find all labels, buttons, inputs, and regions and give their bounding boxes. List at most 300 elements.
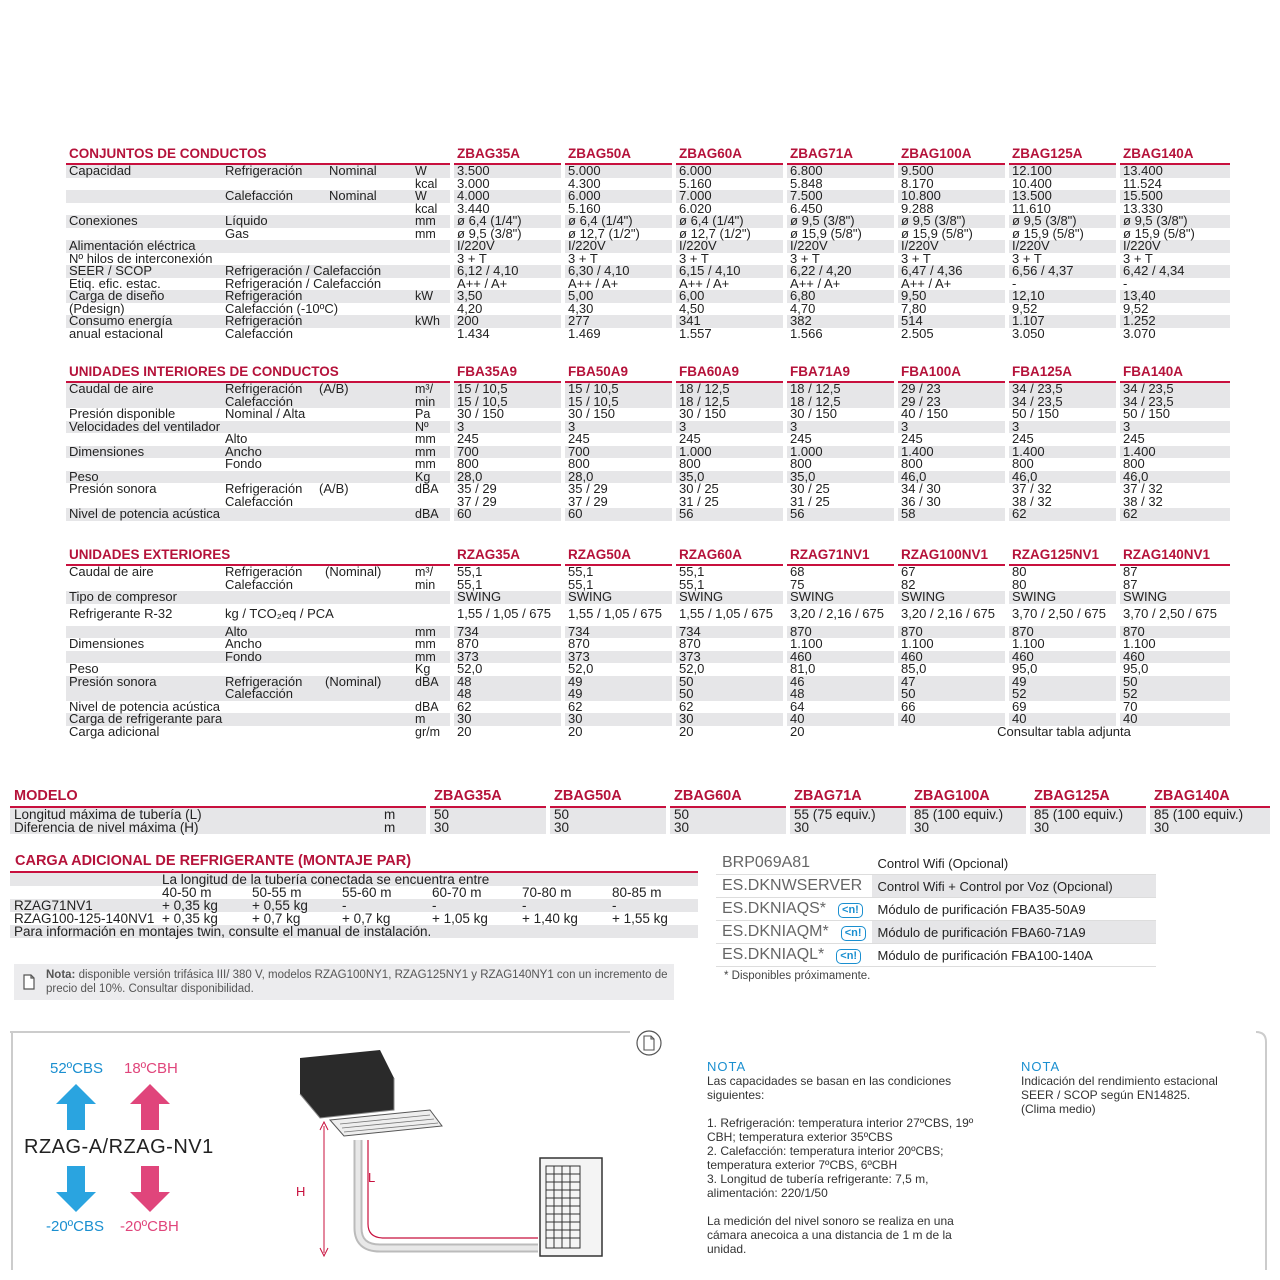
value-cell: 245 bbox=[785, 433, 896, 446]
row-unit: min bbox=[415, 394, 436, 409]
value-cell: 80 bbox=[1007, 565, 1118, 579]
value-cell: 30 bbox=[908, 821, 1028, 834]
value-cell: 870 bbox=[563, 638, 674, 651]
nota-b-text3: (Clima medio) bbox=[1021, 1102, 1096, 1116]
value-cell: 55,1 bbox=[452, 579, 563, 592]
value-cell: 55,1 bbox=[674, 565, 785, 579]
value-cell: 52,0 bbox=[563, 663, 674, 676]
value-cell: 5.160 bbox=[563, 203, 674, 216]
value-cell: 245 bbox=[1118, 433, 1230, 446]
value-cell: 40 bbox=[1118, 713, 1230, 726]
accessory-code bbox=[716, 921, 872, 944]
value-cell: 3,20 / 2,16 / 675 bbox=[785, 604, 896, 626]
value-cell: 48 bbox=[785, 688, 896, 701]
value-cell: 1.566 bbox=[785, 328, 896, 341]
value-cell: 6,12 / 4,10 bbox=[452, 265, 563, 278]
row-label: Nivel de potencia acústica bbox=[69, 698, 221, 714]
nota-a-intro: Las capacidades se basan en las condiciones siguientes: bbox=[707, 1074, 952, 1102]
row-label: Dimensiones bbox=[69, 443, 145, 459]
value-cell: 1.100 bbox=[785, 638, 896, 651]
value-cell: 800 bbox=[896, 458, 1007, 471]
value-cell: 50 bbox=[674, 688, 785, 701]
row-label: Dimensiones bbox=[69, 636, 145, 651]
value-cell: 9.500 bbox=[896, 164, 1007, 178]
value-cell: 35 / 29 bbox=[452, 483, 563, 496]
model-header: ZBAG71A bbox=[785, 146, 896, 164]
accessory-code bbox=[716, 898, 872, 921]
row-sublabel bbox=[222, 508, 316, 521]
accessory-row bbox=[716, 921, 1156, 944]
value-cell: 30 / 150 bbox=[452, 408, 563, 421]
value-cell: 15 / 10,5 bbox=[563, 382, 674, 396]
accessory-row bbox=[716, 852, 1156, 875]
value-cell: 49 bbox=[1007, 676, 1118, 689]
value-cell: 28,0 bbox=[563, 471, 674, 484]
value-cell: 46,0 bbox=[896, 471, 1007, 484]
accessory-description: Módulo de purificación FBA60-71A9 bbox=[872, 921, 1157, 944]
value-cell: 34 / 23,5 bbox=[1118, 382, 1230, 396]
new-badge: <n! bbox=[841, 926, 866, 941]
rango-model: RZAG-A/RZAG-NV1 bbox=[24, 1136, 214, 1158]
value-cell: 6.000 bbox=[563, 190, 674, 203]
value-cell: 382 bbox=[785, 315, 896, 328]
model-header: FBA140A bbox=[1118, 364, 1230, 382]
value-cell: 50 / 150 bbox=[1007, 408, 1118, 421]
value-cell: 52,0 bbox=[452, 663, 563, 676]
value-cell: 7.000 bbox=[674, 190, 785, 203]
row-condition bbox=[322, 579, 412, 592]
value-cell: 13.330 bbox=[1118, 203, 1230, 216]
row-unit: mm bbox=[415, 637, 436, 651]
value-cell: 30 bbox=[563, 713, 674, 726]
value-cell: 48 bbox=[452, 676, 563, 689]
row-label: Nº hilos de interconexión bbox=[69, 250, 213, 266]
value-cell: 87 bbox=[1118, 579, 1230, 592]
table-row bbox=[66, 228, 1230, 241]
rango-top-right: 18ºCBH bbox=[124, 1060, 178, 1077]
value-cell: ø 9,5 (3/8") bbox=[1007, 215, 1118, 228]
model-header: ZBAG35A bbox=[452, 146, 563, 164]
value-cell: - bbox=[342, 898, 347, 913]
nota-label: Nota: bbox=[46, 969, 76, 981]
row-unit: kWh bbox=[415, 314, 440, 328]
blank-cell bbox=[10, 873, 158, 886]
value-cell: 36 / 30 bbox=[896, 496, 1007, 509]
row-condition bbox=[326, 303, 412, 316]
row-sublabel: Calefacción (-10ºC) bbox=[225, 300, 339, 316]
model-header: ZBAG125A bbox=[1028, 786, 1148, 807]
value-cell: 2.505 bbox=[896, 328, 1007, 341]
row-label: Diferencia de nivel máxima (H) bbox=[14, 820, 199, 835]
value-cell: 50 bbox=[548, 807, 668, 821]
value-cell: 31 / 25 bbox=[785, 496, 896, 509]
table-row bbox=[66, 164, 1230, 178]
nota-trifasica bbox=[14, 964, 674, 1000]
value-cell: 11.610 bbox=[1007, 203, 1118, 216]
carga-adicional-section bbox=[10, 852, 698, 938]
row-condition bbox=[316, 433, 412, 446]
table-row bbox=[66, 408, 1230, 421]
value-cell: SWING bbox=[452, 591, 563, 604]
value-cell: 30 / 25 bbox=[785, 483, 896, 496]
model-header: ZBAG35A bbox=[428, 786, 548, 807]
value-cell: 30 / 150 bbox=[674, 408, 785, 421]
carga-subtitle: La longitud de la tubería conectada se encuentra entre bbox=[162, 872, 490, 887]
value-cell: A++ / A+ bbox=[785, 278, 896, 291]
value-cell: 3.500 bbox=[452, 164, 563, 178]
accessory-code bbox=[716, 852, 872, 875]
table-row bbox=[66, 651, 1230, 664]
accessory-code-text: BRP069A81 bbox=[722, 854, 811, 871]
value-cell: 9.288 bbox=[896, 203, 1007, 216]
value-cell: 1.100 bbox=[1118, 638, 1230, 651]
row-condition bbox=[326, 203, 412, 216]
value-cell: 15 / 10,5 bbox=[563, 396, 674, 409]
row-unit: m bbox=[384, 820, 396, 835]
value-cell: 38 / 32 bbox=[1007, 496, 1118, 509]
value-cell: 460 bbox=[785, 651, 896, 664]
row-label: Longitud máxima de tubería (L) bbox=[14, 807, 202, 822]
conjuntos-section bbox=[66, 146, 1230, 340]
nota-text: disponible versión trifásica III/ 380 V, modelos RZAG100NY1, RZAG125NY1 y RZAG140NY1 con un incremento de precio del 10%. Consultar disponibilidad. bbox=[46, 969, 668, 995]
value-cell: 3 bbox=[563, 421, 674, 434]
value-cell: 245 bbox=[452, 433, 563, 446]
value-cell: 3 + T bbox=[452, 253, 563, 266]
value-cell: 6,15 / 4,10 bbox=[674, 265, 785, 278]
row-sublabel: Refrigeración bbox=[225, 288, 303, 303]
value-cell: 55,1 bbox=[452, 565, 563, 579]
accessory-code bbox=[716, 944, 872, 967]
value-cell: 82 bbox=[896, 579, 1007, 592]
value-cell: ø 12,7 (1/2") bbox=[674, 228, 785, 241]
value-cell: 800 bbox=[452, 458, 563, 471]
value-cell: 9,52 bbox=[1007, 303, 1118, 316]
table-row bbox=[66, 190, 1230, 203]
model-header: FBA71A9 bbox=[785, 364, 896, 382]
row-label: Capacidad bbox=[69, 163, 132, 178]
row-condition bbox=[316, 446, 412, 459]
accessory-code-text: ES.DKNIAQM* bbox=[722, 923, 829, 940]
value-cell: 4,20 bbox=[452, 303, 563, 316]
value-cell: 1.100 bbox=[1007, 638, 1118, 651]
value-cell: 277 bbox=[563, 315, 674, 328]
label-l: L bbox=[368, 1170, 376, 1185]
value-cell: 55,1 bbox=[563, 565, 674, 579]
value-cell: 30 bbox=[428, 821, 548, 834]
value-cell: ø 9,5 (3/8") bbox=[785, 215, 896, 228]
value-cell: 67 bbox=[896, 565, 1007, 579]
row-condition bbox=[316, 396, 412, 409]
value-cell: 6,30 / 4,10 bbox=[563, 265, 674, 278]
row-unit: m³/ bbox=[415, 565, 434, 579]
value-cell: 5,00 bbox=[563, 290, 674, 303]
model-header: RZAG125NV1 bbox=[1007, 547, 1118, 565]
value-cell: 6,80 bbox=[785, 290, 896, 303]
value-cell: 200 bbox=[452, 315, 563, 328]
row-unit: kcal bbox=[415, 201, 438, 216]
value-cell: 3.000 bbox=[452, 178, 563, 191]
accessory-description: Módulo de purificación FBA35-50A9 bbox=[872, 898, 1157, 921]
row-label bbox=[66, 190, 222, 203]
value-cell: 3 bbox=[674, 421, 785, 434]
row-sublabel: Refrigeración / Calefacción bbox=[225, 263, 382, 278]
value-cell: 4.300 bbox=[563, 178, 674, 191]
value-cell: 6,22 / 4,20 bbox=[785, 265, 896, 278]
value-cell: 3 + T bbox=[1007, 253, 1118, 266]
row-sublabel: Refrigeración bbox=[225, 564, 303, 579]
value-cell: 373 bbox=[674, 651, 785, 664]
value-cell: 58 bbox=[896, 508, 1007, 521]
value-cell: 3 bbox=[452, 421, 563, 434]
row-sublabel bbox=[222, 713, 322, 726]
row-label: Peso bbox=[69, 661, 99, 676]
value-cell: + 1,40 kg bbox=[522, 911, 578, 926]
accessory-code-text: ES.DKNIAQS* bbox=[722, 900, 827, 917]
value-cell: 62 bbox=[1007, 508, 1118, 521]
row-label: (Pdesign) bbox=[69, 300, 125, 316]
range-header: 60-70 m bbox=[432, 885, 482, 900]
value-cell: SWING bbox=[896, 591, 1007, 604]
row-condition: (Nominal) bbox=[325, 564, 382, 579]
row-sublabel: Nominal / Alta bbox=[225, 406, 306, 421]
row-sublabel: Calefacción bbox=[225, 188, 293, 203]
value-cell: 40 bbox=[1007, 713, 1118, 726]
value-cell: A++ / A+ bbox=[452, 278, 563, 291]
value-cell: 734 bbox=[674, 626, 785, 639]
bottom-panel bbox=[10, 1030, 1268, 1270]
row-condition bbox=[326, 315, 412, 328]
value-cell: 870 bbox=[452, 638, 563, 651]
value-cell: 30 / 25 bbox=[674, 483, 785, 496]
nota-b-text2: SEER / SCOP según EN14825. bbox=[1021, 1088, 1191, 1102]
value-cell: ø 15,9 (5/8") bbox=[1118, 228, 1230, 241]
model-header: ZBAG60A bbox=[668, 786, 788, 807]
value-cell: - bbox=[432, 898, 437, 913]
row-label: Caudal de aire bbox=[69, 564, 154, 579]
model-header: ZBAG60A bbox=[674, 146, 785, 164]
modelo-title: MODELO bbox=[10, 786, 428, 807]
value-cell: 4.000 bbox=[452, 190, 563, 203]
value-cell: 49 bbox=[563, 688, 674, 701]
row-sublabel: Refrigeración / Calefacción bbox=[225, 275, 382, 291]
range-header: 40-50 m bbox=[162, 885, 212, 900]
nota-seer bbox=[1021, 1060, 1241, 1116]
value-cell: 34 / 30 bbox=[896, 483, 1007, 496]
value-cell: I/220V bbox=[896, 240, 1007, 253]
value-cell: I/220V bbox=[1118, 240, 1230, 253]
value-cell: 734 bbox=[452, 626, 563, 639]
exteriores-table bbox=[66, 547, 1230, 738]
value-cell: 52,0 bbox=[674, 663, 785, 676]
accessory-description: Módulo de purificación FBA100-140A bbox=[872, 944, 1157, 967]
value-cell: ø 6,4 (1/4") bbox=[452, 215, 563, 228]
rango-top-left: 52ºCBS bbox=[50, 1060, 104, 1077]
value-cell: 50 bbox=[896, 688, 1007, 701]
value-cell: 1.252 bbox=[1118, 315, 1230, 328]
value-cell: 31 / 25 bbox=[674, 496, 785, 509]
table-row bbox=[66, 328, 1230, 341]
value-cell: 30 bbox=[788, 821, 908, 834]
row-sublabel: kg / TCO₂eq / PCA bbox=[225, 606, 334, 622]
value-cell: 85,0 bbox=[896, 663, 1007, 676]
value-cell: I/220V bbox=[1007, 240, 1118, 253]
value-cell: 37 / 29 bbox=[452, 496, 563, 509]
row-label: Carga de refrigerante para bbox=[69, 711, 223, 726]
row-sublabel bbox=[222, 591, 322, 604]
value-cell: 52 bbox=[1118, 688, 1230, 701]
value-cell: I/220V bbox=[785, 240, 896, 253]
value-cell: 30 bbox=[452, 713, 563, 726]
row-sublabel: Ancho bbox=[225, 443, 262, 459]
row-label: Carga adicional bbox=[69, 723, 160, 739]
value-cell: 10.800 bbox=[896, 190, 1007, 203]
row-unit: mm bbox=[415, 457, 436, 471]
row-condition: Nominal bbox=[329, 188, 377, 203]
value-cell: SWING bbox=[1007, 591, 1118, 604]
value-cell: 1,55 / 1,05 / 675 bbox=[674, 604, 785, 626]
value-cell: 60 bbox=[563, 508, 674, 521]
row-label: RZAG100-125-140NV1 bbox=[14, 911, 155, 926]
modelo-section bbox=[10, 786, 1270, 834]
table-row bbox=[66, 591, 1230, 604]
table-row bbox=[66, 458, 1230, 471]
row-unit: m bbox=[384, 807, 396, 822]
model-header: RZAG35A bbox=[452, 547, 563, 565]
model-header: FBA100A bbox=[896, 364, 1007, 382]
row-unit: dBA bbox=[415, 674, 439, 689]
value-cell: 20 bbox=[452, 726, 563, 739]
row-condition: (Nominal) bbox=[325, 673, 382, 689]
row-condition bbox=[322, 701, 412, 714]
value-cell: 245 bbox=[674, 433, 785, 446]
value-cell: 4,30 bbox=[563, 303, 674, 316]
value-cell: 13.500 bbox=[1007, 190, 1118, 203]
row-label: Refrigerante R-32 bbox=[69, 606, 173, 622]
value-cell: - bbox=[1007, 278, 1118, 291]
value-cell: 18 / 12,5 bbox=[785, 396, 896, 409]
header-row bbox=[66, 547, 1230, 565]
row-sublabel: Refrigeración bbox=[225, 163, 303, 178]
value-cell: 18 / 12,5 bbox=[674, 382, 785, 396]
value-cell: 62 bbox=[1118, 508, 1230, 521]
row-label: Carga de diseño bbox=[69, 288, 165, 303]
value-cell: ø 9,5 (3/8") bbox=[1118, 215, 1230, 228]
value-cell: 46,0 bbox=[1007, 471, 1118, 484]
nota-a-title: NOTA bbox=[707, 1059, 747, 1074]
row-label: RZAG71NV1 bbox=[14, 898, 93, 913]
row-condition bbox=[326, 328, 412, 341]
value-cell: 8.170 bbox=[896, 178, 1007, 191]
value-cell: 48 bbox=[452, 688, 563, 701]
value-cell: 29 / 23 bbox=[896, 382, 1007, 396]
row-sublabel: Calefacción bbox=[225, 576, 293, 592]
accessory-code-text: ES.DKNIAQL* bbox=[722, 946, 825, 963]
value-cell: 6.800 bbox=[785, 164, 896, 178]
value-cell: 870 bbox=[896, 626, 1007, 639]
value-cell: 460 bbox=[896, 651, 1007, 664]
value-cell: 1.100 bbox=[896, 638, 1007, 651]
accessory-row bbox=[716, 875, 1156, 898]
value-cell: 3 + T bbox=[563, 253, 674, 266]
value-cell: 30 bbox=[548, 821, 668, 834]
label-h: H bbox=[296, 1184, 306, 1199]
value-cell: 800 bbox=[1007, 458, 1118, 471]
row-unit: mm bbox=[415, 624, 436, 639]
nota-a-extra: La medición del nivel sonoro se realiza en una cámara anecoica a una distancia de 1 m de la unidad. bbox=[707, 1214, 954, 1256]
table-row bbox=[66, 688, 1230, 701]
value-cell: 20 bbox=[674, 726, 785, 739]
new-badge: <n! bbox=[838, 903, 863, 918]
rango-bottom-right: -20ºCBH bbox=[120, 1218, 179, 1235]
row-condition bbox=[316, 508, 412, 521]
row-label: Peso bbox=[69, 468, 99, 484]
value-cell: 40 bbox=[785, 713, 896, 726]
value-cell: 87 bbox=[1118, 565, 1230, 579]
value-cell: A++ / A+ bbox=[563, 278, 674, 291]
model-header: FBA60A9 bbox=[674, 364, 785, 382]
exteriores-section bbox=[66, 547, 1230, 738]
value-cell: 38 / 32 bbox=[1118, 496, 1230, 509]
value-cell: ø 9,5 (3/8") bbox=[452, 228, 563, 241]
accessory-code bbox=[716, 875, 872, 898]
row-unit: dBA bbox=[415, 699, 439, 714]
accesorios-section bbox=[716, 852, 1156, 967]
row-label: Conexiones bbox=[69, 213, 138, 228]
value-cell: + 1,05 kg bbox=[432, 911, 488, 926]
value-cell: 55 (75 equiv.) bbox=[788, 807, 908, 821]
value-cell: 46 bbox=[785, 676, 896, 689]
value-cell: + 0,7 kg bbox=[252, 911, 301, 926]
row-label: Nivel de potencia acústica bbox=[69, 506, 221, 521]
row-sublabel: Calefacción bbox=[225, 393, 293, 409]
value-cell: 85 (100 equiv.) bbox=[908, 807, 1028, 821]
value-cell: 30 / 150 bbox=[563, 408, 674, 421]
accessory-description: Control Wifi (Opcional) bbox=[872, 852, 1157, 875]
value-cell: 6,47 / 4,36 bbox=[896, 265, 1007, 278]
value-cell: 800 bbox=[785, 458, 896, 471]
header-row bbox=[66, 364, 1230, 382]
value-cell: 35,0 bbox=[785, 471, 896, 484]
value-cell: ø 15,9 (5/8") bbox=[1007, 228, 1118, 241]
row-unit: kW bbox=[415, 289, 434, 303]
nota-a-item: 2. Calefacción: temperatura interior 20ºCBS; temperatura exterior 7ºCBS, 6ºCBH bbox=[707, 1144, 944, 1172]
row-unit bbox=[412, 328, 452, 341]
value-cell: + 0,55 kg bbox=[252, 898, 308, 913]
range-header: 80-85 m bbox=[612, 885, 662, 900]
value-cell: 3 bbox=[896, 421, 1007, 434]
model-header: ZBAG140A bbox=[1148, 786, 1270, 807]
accessory-code-text: ES.DKNWSERVER bbox=[722, 877, 863, 894]
value-cell: 13.400 bbox=[1118, 164, 1230, 178]
value-cell: 245 bbox=[1007, 433, 1118, 446]
row-sublabel bbox=[222, 726, 322, 739]
value-cell: 35,0 bbox=[674, 471, 785, 484]
nota-b-text1: Indicación del rendimiento estacional bbox=[1021, 1074, 1218, 1088]
value-cell: 30 bbox=[674, 713, 785, 726]
row-condition: (A/B) bbox=[319, 481, 349, 496]
value-cell: 460 bbox=[1118, 651, 1230, 664]
value-cell: ø 15,9 (5/8") bbox=[896, 228, 1007, 241]
value-cell: 1.557 bbox=[674, 328, 785, 341]
value-cell: 3.440 bbox=[452, 203, 563, 216]
value-cell: ø 12,7 (1/2") bbox=[563, 228, 674, 241]
value-cell: 34 / 23,5 bbox=[1118, 396, 1230, 409]
row-unit: gr/m bbox=[415, 724, 440, 739]
value-cell: I/220V bbox=[452, 240, 563, 253]
value-cell: 56 bbox=[785, 508, 896, 521]
table-row bbox=[66, 604, 1230, 626]
value-cell: 62 bbox=[452, 701, 563, 714]
